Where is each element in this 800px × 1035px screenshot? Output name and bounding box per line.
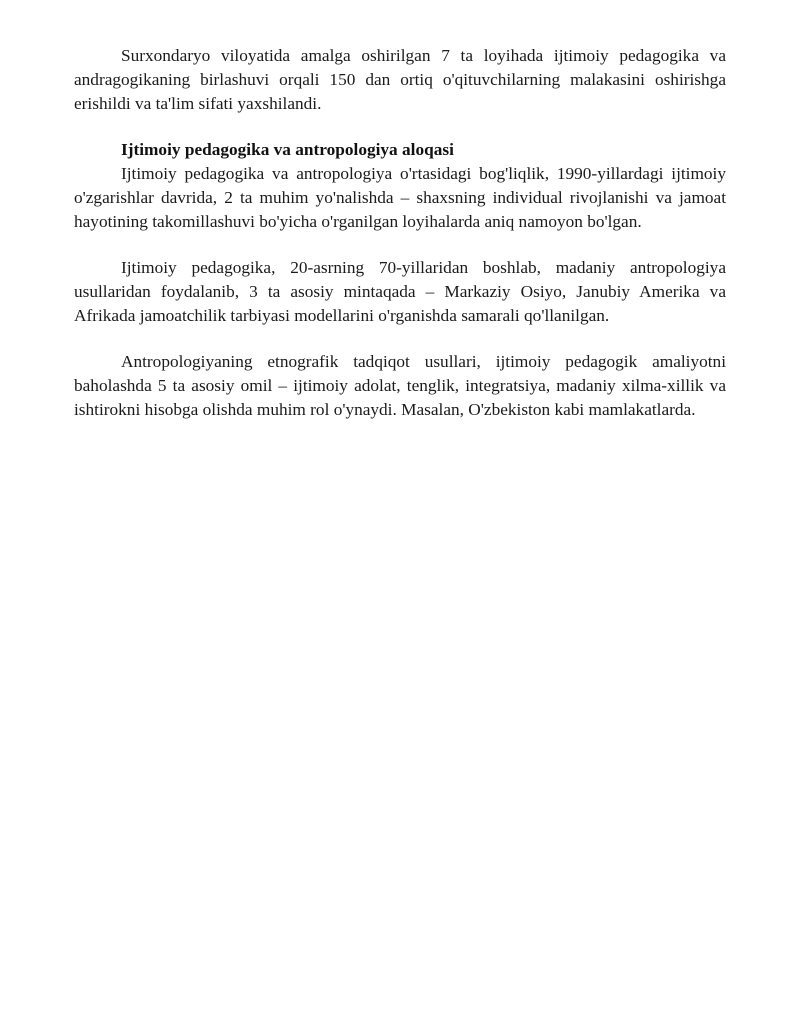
paragraph-ethnographic-methods: Antropologiyaning etnografik tadqiqot usullari, ijtimoiy pedagogik amaliyotni baholashda 5 ta asosiy omil – ijtimoiy adolat, tenglik, integratsiya, madaniy xilma-xillik va ishtirokni hisobga olishda muhim rol o'ynaydi. Masalan, O'zbekiston kabi mamlakatlarda. bbox=[74, 352, 726, 419]
section-heading: Ijtimoiy pedagogika va antropologiya aloqasi bbox=[121, 140, 454, 159]
paragraph-cultural-anthropology: Ijtimoiy pedagogika, 20-asrning 70-yillaridan boshlab, madaniy antropologiya usullaridan foydalanib, 3 ta asosiy mintaqada – Markaziy Osiyo, Janubiy Amerika va Afrikada jamoatchilik tarbiyasi modellarini o'rganishda samarali qo'llanilgan. bbox=[74, 258, 726, 325]
document-body bbox=[74, 44, 726, 422]
paragraph-surxondaryo: Surxondaryo viloyatida amalga oshirilgan 7 ta loyihada ijtimoiy pedagogika va andragogikaning birlashuvi orqali 150 dan ortiq o'qituvchilarning malakasini oshirishga erishildi va ta'lim sifati yaxshilandi. bbox=[74, 46, 726, 113]
paragraph-relationship: Ijtimoiy pedagogika va antropologiya o'rtasidagi bog'liqlik, 1990-yillardagi ijtimoiy o'zgarishlar davrida, 2 ta muhim yo'nalishda – shaxsning individual rivojlanishi va jamoat hayotining takomillashuvi bo'yicha o'rganilgan loyihalarda aniq namoyon bo'lgan. bbox=[74, 164, 726, 231]
